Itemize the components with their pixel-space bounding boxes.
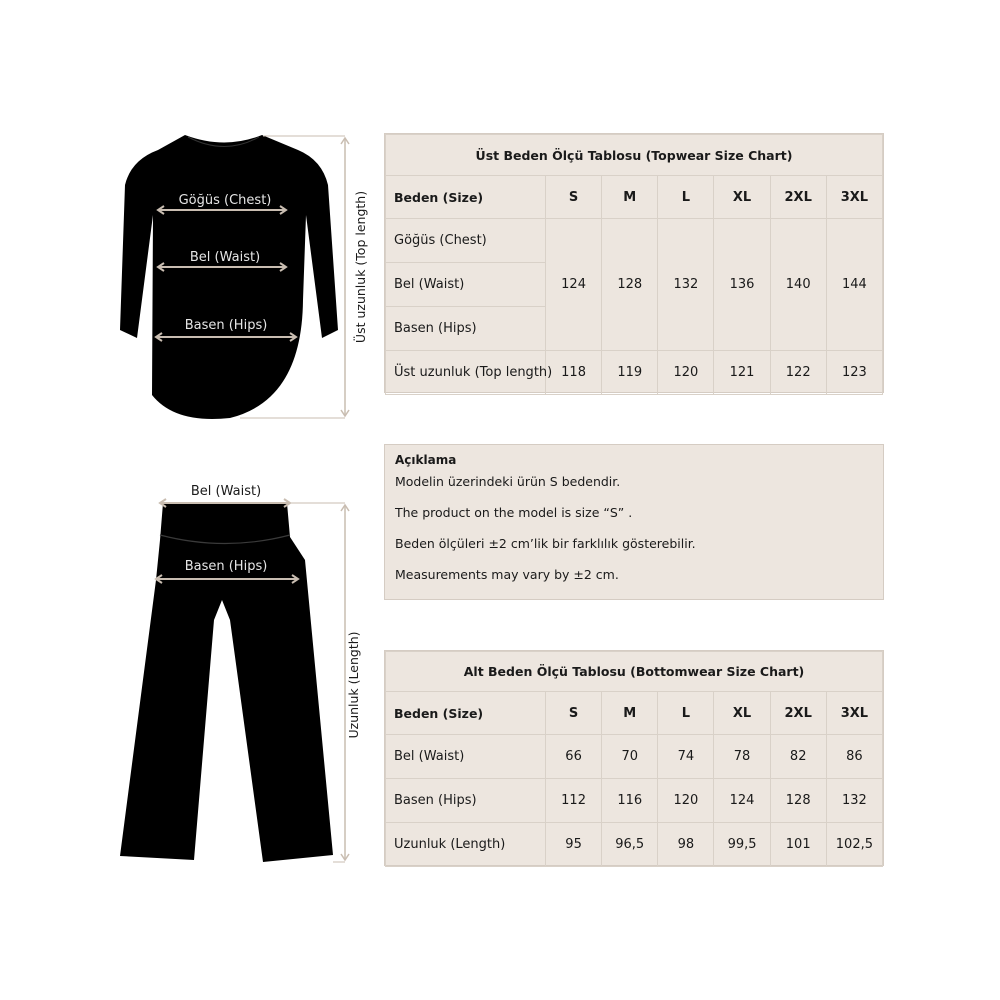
bottom-garment-figure	[0, 0, 380, 880]
table-cell: 128	[770, 779, 826, 823]
table-cell: 120	[658, 351, 714, 395]
top-chest-label: Göğüs (Chest)	[178, 193, 272, 208]
bottom-hips-label: Basen (Hips)	[184, 559, 268, 574]
note-line: The product on the model is size “S” .	[395, 505, 633, 520]
table-cell: 86	[826, 735, 882, 779]
bottom-waist-label: Bel (Waist)	[190, 484, 262, 499]
size-col-header: M	[602, 176, 658, 219]
row-label-hips: Basen (Hips)	[386, 307, 546, 351]
table-cell: 123	[826, 351, 882, 395]
table-cell: 124	[714, 779, 770, 823]
table-cell: 99,5	[714, 823, 770, 867]
size-header: Beden (Size)	[386, 176, 546, 219]
table-cell: 116	[602, 779, 658, 823]
table-cell: 118	[546, 351, 602, 395]
row-label-chest: Göğüs (Chest)	[386, 219, 546, 263]
table-cell: 112	[546, 779, 602, 823]
size-col-header: 3XL	[826, 176, 882, 219]
row-label-hips: Basen (Hips)	[386, 779, 546, 823]
note-panel	[384, 444, 884, 600]
table-cell: 140	[770, 219, 826, 351]
row-label-length: Uzunluk (Length)	[386, 823, 546, 867]
note-line: Beden ölçüleri ±2 cm’lik bir farklılık gösterebilir.	[395, 536, 696, 551]
size-col-header: S	[546, 176, 602, 219]
note-line: Measurements may vary by ±2 cm.	[395, 567, 619, 582]
table-cell: 95	[546, 823, 602, 867]
top-hips-label: Basen (Hips)	[184, 318, 268, 333]
topwear-chart-title: Üst Beden Ölçü Tablosu (Topwear Size Chart)	[386, 135, 883, 176]
table-cell: 128	[602, 219, 658, 351]
table-cell: 121	[714, 351, 770, 395]
table-cell: 82	[770, 735, 826, 779]
table-cell: 132	[658, 219, 714, 351]
table-cell: 78	[714, 735, 770, 779]
table-cell: 120	[658, 779, 714, 823]
table-cell: 144	[826, 219, 882, 351]
table-cell: 122	[770, 351, 826, 395]
row-label-top-length: Üst uzunluk (Top length)	[386, 351, 546, 395]
bottomwear-size-chart	[384, 650, 884, 866]
size-col-header: L	[658, 176, 714, 219]
bottom-length-label: Uzunluk (Length)	[346, 631, 361, 739]
table-cell: 101	[770, 823, 826, 867]
size-col-header: L	[658, 692, 714, 735]
table-cell: 98	[658, 823, 714, 867]
size-col-header: M	[602, 692, 658, 735]
table-cell: 132	[826, 779, 882, 823]
table-cell: 66	[546, 735, 602, 779]
table-cell: 74	[658, 735, 714, 779]
table-cell: 70	[602, 735, 658, 779]
size-col-header: 2XL	[770, 692, 826, 735]
size-header: Beden (Size)	[386, 692, 546, 735]
table-cell: 136	[714, 219, 770, 351]
topwear-size-chart	[384, 133, 884, 393]
size-col-header: 2XL	[770, 176, 826, 219]
size-col-header: 3XL	[826, 692, 882, 735]
note-line: Modelin üzerindeki ürün S bedendir.	[395, 474, 621, 489]
note-title: Açıklama	[395, 453, 457, 467]
bottomwear-chart-title: Alt Beden Ölçü Tablosu (Bottomwear Size Chart)	[386, 652, 883, 692]
table-cell: 96,5	[602, 823, 658, 867]
row-label-waist: Bel (Waist)	[386, 263, 546, 307]
size-col-header: XL	[714, 692, 770, 735]
bottom-garment-silhouette	[120, 503, 333, 862]
top-length-label: Üst uzunluk (Top length)	[353, 190, 368, 344]
table-cell: 102,5	[826, 823, 882, 867]
size-col-header: S	[546, 692, 602, 735]
table-cell: 119	[602, 351, 658, 395]
table-cell: 124	[546, 219, 602, 351]
top-waist-label: Bel (Waist)	[189, 250, 261, 265]
size-col-header: XL	[714, 176, 770, 219]
row-label-waist: Bel (Waist)	[386, 735, 546, 779]
